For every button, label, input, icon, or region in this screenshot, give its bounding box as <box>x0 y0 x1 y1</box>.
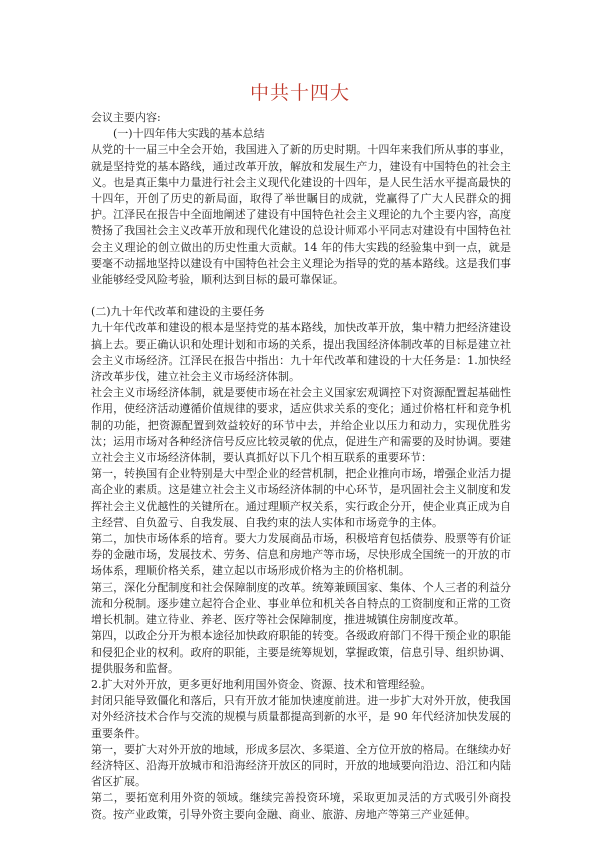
section2-paragraph: 九十年代改革和建设的根本是坚持党的基本路线，加快改革开放，集中精力把经济建设搞上去。要正确认识和处理计划和市场的关系，提出我国经济体制改革的目标是建立社会主义市场经济。江泽民在报告中指出：九十年代改革和建设的十大任务是：1.加快经济改革步伐，建立社会主义市场经济体制。 <box>91 321 511 384</box>
section2-paragraph: 第一，转换国有企业特别是大中型企业的经营机制，把企业推向市场，增强企业活力提高企业的素质。这是建立社会主义市场经济体制的中心环节，是巩固社会主义制度和发挥社会主义优越性的关键所在。通过理顺产权关系，实行政企分开，使企业真正成为自主经营、自负盈亏、自我发展、自我约束的法人实体和市场竞争的主体。 <box>91 467 511 529</box>
section2-paragraph: 第一，要扩大对外开放的地域，形成多层次、多渠道、全方位开放的格局。在继续办好经济特区、沿海开放城市和沿海经济开放区的同时，开放的地域要向沿边、沿江和内陆省区扩展。 <box>91 742 511 789</box>
intro-label: 会议主要内容: <box>91 111 161 124</box>
section-gap <box>91 288 511 304</box>
section2-paragraph: 社会主义市场经济体制，就是要使市场在社会主义国家宏观调控下对资源配置起基础性作用，使经济活动遵循价值规律的要求，适应供求关系的变化；通过价格杠杆和竞争机制的功能，把资源配置到效益较好的环节中去，并给企业以压力和动力，实现优胜劣汰；运用市场对各种经济信号反应比较灵敏的优点，促进生产和需要的及时协调。要建立社会主义市场经济体制，要认真抓好以下几个相互联系的重要环节： <box>91 386 511 465</box>
section2-paragraph: 第三，深化分配制度和社会保障制度的改革。统筹兼顾国家、集体、个人三者的利益分流和分税制。逐步建立起符合企业、事业单位和机关各自特点的工资制度和正常的工资增长机制。建立待业、养老、医疗等社会保障制度，推进城镇住房制度改革。 <box>91 580 511 627</box>
section2-paragraph: 2.扩大对外开放，更多更好地利用国外资金、资源、技术和管理经验。 <box>91 677 432 691</box>
section1-body: 从党的十一届三中全会开始，我国进入了新的历史时期。十四年来我们所从事的事业，就是坚持党的基本路线，通过改革开放，解放和发展生产力，建设有中国特色的社会主义。也是真正集中力量进行社会主义现代化建设的十四年，是人民生活水平提高最快的十四年，开创了历史的新局面，取得了举世瞩目的成就，党赢得了广大人民群众的拥护。江泽民在报告中全面地阐述了建设有中国特色社会主义理论的九个主要内容，高度赞扬了我国社会主义改革开放和现代化建设的总设计师邓小平同志对建设有中国特色社会主义理论的创立做出的历史性重大贡献。14 年的伟大实践的经验集中到一点，就是要毫不动摇地坚持以建设有中国特色社会主义理论为指导的党的基本路线。这是我们事业能够经受风险考验，顺利达到目标的最可靠保证。 <box>91 143 511 287</box>
section1-heading: (一)十四年伟大实践的基本总结 <box>113 127 265 141</box>
page-title: 中共十四大 <box>249 82 350 104</box>
section2-paragraph: 第二，要拓宽利用外资的领域。继续完善投资环境，采取更加灵活的方式吸引外商投资。按产业政策，引导外资主要向金融、商业、旅游、房地产等第三产业延伸。 <box>91 791 511 821</box>
section2-paragraph: 第二，加快市场体系的培育。要大力发展商品市场，积极培育包括债券、股票等有价证券的金融市场，发展技术、劳务、信息和房地产等市场，尽快形成全国统一的开放的市场体系，理顺价格关系，建立起以市场形成价格为主的价格机制。 <box>91 532 511 578</box>
document-body <box>91 110 511 823</box>
section2-paragraph: 封闭只能导致僵化和落后，只有开放才能加快速度前进。进一步扩大对外开放，使我国对外经济技术合作与交流的规模与质量都提高到新的水平，是 90 年代经济加快发展的重要条件。 <box>91 694 511 740</box>
section2-paragraph: 第四，以政企分开为根本途径加快政府职能的转变。各级政府部门不得干预企业的职能和侵犯企业的权利。政府的职能，主要是统筹规划，掌握政策，信息引导、组织协调、提供服务和监督。 <box>91 629 511 675</box>
section2-heading: (二)九十年代改革和建设的主要任务 <box>91 305 265 319</box>
